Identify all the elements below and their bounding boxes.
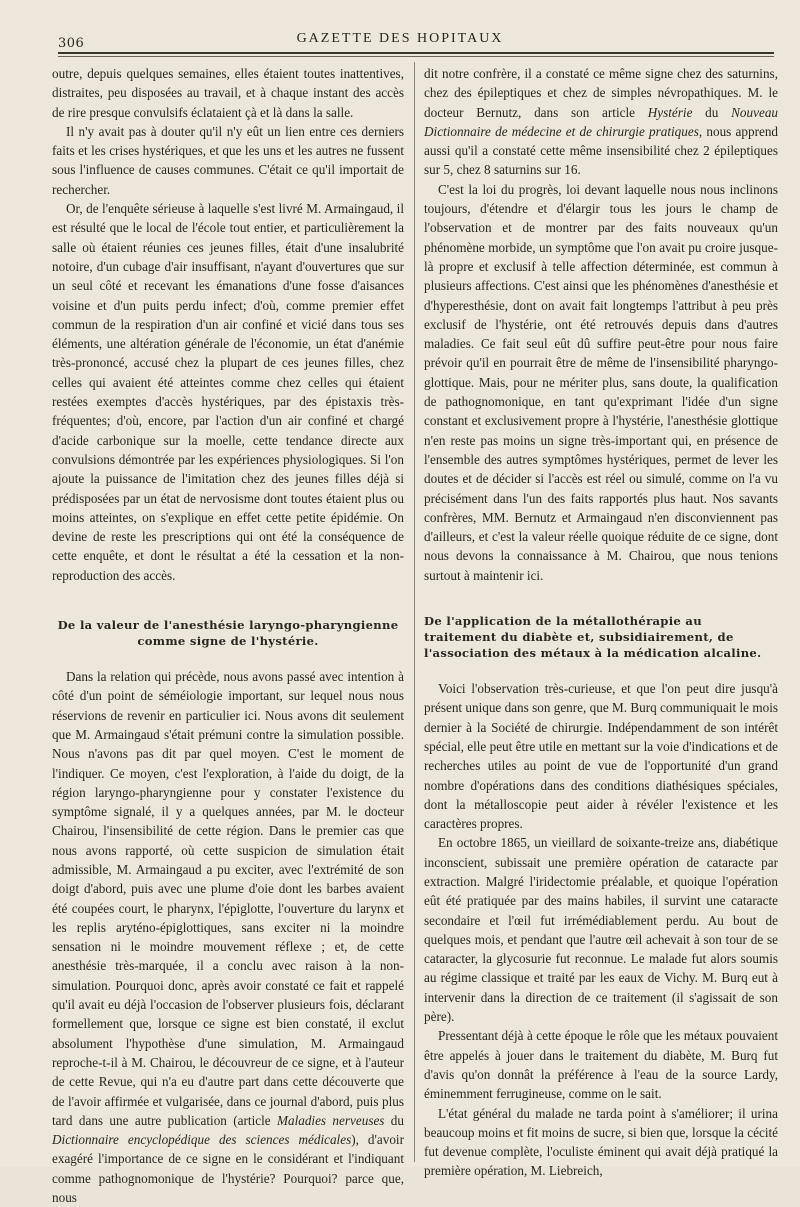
right-column	[424, 64, 778, 1181]
header-rule-thick	[58, 52, 774, 54]
right-paragraph-3: Voici l'observation très-curieuse, et que l'on peut dire jusqu'à présent unique dans son genre, que M. Burq communiquait le mois dernier à la Société de chirurgie. Indépendamment de son intérêt spécial, elle peut être utile en mettant sur la voie d'indications et de recherches utiles au point de vue de l'opportunité d'un grand nombre d'opérations dans des conditions diathésiques spéciales, dont la métalloscopie peut aider à révéler l'existence et les caractères propres.	[424, 681, 778, 832]
left-paragraph-4: Dans la relation qui précède, nous avons passé avec intention à côté d'un point de séméiologie important, sur lequel nous nous réservions de revenir en particulier ici. Nous avons dit seulement que M. Armaingaud s'était prémuni contre la simulation possible. Nous n'avons pas dit par quel moyen. C'est le moment de l'indiquer. Ce moyen, c'est l'exploration, à l'aide du doigt, de la région laryngo-pharyngienne pour y constater l'existence du symptôme signalé, il y a quelques années, par M. le docteur Chairou, l'insensibilité de cette région. Dans le premier cas que nous avons rapporté, où cette suspicion de simulation était admissible, M. Armaingaud a pu exciter, avec l'extrémité de son doigt d'abord, puis avec une plume d'oie dont les barbes avaient été coupées court, le pharynx, l'épiglotte, l'ouverture du larynx et les replis aryténo-épiglottiques, sans exciter ni la moindre sensation ni le moindre mouvement réflexe ; et, de cette anesthésie très-marquée, il a conclu avec raison à la non-simulation. Pourquoi donc, après avoir constaté ce fait et rappelé qu'il avait eu déjà l'occasion de l'observer plusieurs fois, déclarant formellement que, lorsque ce signe est bien constaté, il exclut absolument l'hypothèse d'une simulation, M. Armaingaud reproche-t-il à M. Chairou, le découvreur de ce signe, et à l'auteur de cette Revue, qui n'a eu d'autre part dans cette découverte que de l'avoir affirmée et vulgarisée, dans ce journal d'abord, puis plus tard dans une autre publication (article Maladies nerveuses du Dictionnaire encyclopédique des sciences médicales), d'avoir exagéré l'importance de ce signe en le considérant et l'indiquant comme pathognomonique de l'hystérie? Pourquoi? parce que, nous	[52, 669, 404, 1206]
left-column	[52, 64, 404, 1207]
page-header	[0, 0, 800, 56]
right-paragraph-4: En octobre 1865, un vieillard de soixante-treize ans, diabétique inconscient, subissait une première opération de cataracte par extraction. Malgré l'iridectomie préalable, et quoique l'opération eût été pratiquée par des mains habiles, il survint une cataracte secondaire et l'œil fut irrémédiablement perdu. Au bout de quelques mois, et pendant que l'autre œil achevait à son tour de se cataracter, la glycosurie fut reconnue. Le malade fut alors soumis au régime classique et traité par les eaux de Vichy. M. Burq eut à intervenir dans la direction de ce traitement (il s'agissait de son père).	[424, 835, 778, 1025]
running-title: GAZETTE DES HOPITAUX	[296, 31, 504, 46]
header-rule-thin	[58, 56, 774, 57]
section-title-metallotherapie: De l'application de la métallothérapie au traitement du diabète et, subsidiairement, de l'association des métaux à la médication alcaline.	[424, 614, 762, 661]
right-paragraph-2: C'est la loi du progrès, loi devant laquelle nous nous inclinons toujours, d'étendre et d'élargir tous les jours le champ de l'observation et de montrer par des faits nouveaux qu'un phénomène morbide, un symptôme que l'on avait pu croire jusque-là propre et exclusif à telle affection déterminée, est commun à plusieurs affections. C'est ainsi que les phénomènes d'anesthésie et d'hyperesthésie, dont on avait fait longtemps l'attribut à peu près exclusif de l'hystérie, ont été retrouvés depuis dans d'autres maladies. Ce fait seul eût dû suffire peut-être pour nous faire prévoir qu'il en pourrait être de même de l'insensibilité pharyngo-glottique. Mais, pour ne mériter plus, sans doute, la qualification de pathognomonique, en tant qu'exprimant l'idée d'un signe constant et exclusivement propre à l'hystérie, l'anesthésie glottique n'en reste pas moins un signe très-important qui, en présence de l'ensemble des autres symptômes hystériques, permet de lever les doutes et de décider si l'accès est réel ou simulé, comme on l'a vu précisément dans l'un des faits rapportés plus haut. Nos savants confrères, MM. Bernutz et Armaingaud n'en disconviennent pas d'ailleurs, et c'est la valeur réelle quoique réduite de ce signe, dont nous devons la connaissance à M. Chairou, que nous tenions surtout à maintenir ici.	[424, 181, 778, 583]
column-divider	[414, 62, 415, 1162]
page-number: 306	[58, 36, 85, 51]
right-paragraph-5: Pressentant déjà à cette époque le rôle que les métaux pouvaient être appelés à jouer dans le traitement du diabète, M. Burq fut d'avis qu'on donnât la préférence à l'eau de la source Lardy, éminemment ferrugineuse, comme on le sait.	[424, 1028, 778, 1102]
right-paragraph-6: L'état général du malade ne tarda point à s'améliorer; il urina beaucoup moins et fit moins de sucre, si bien que, lorsque la cécité fut devenue complète, l'oculiste éminent qui avait déjà pratiqué la première opération, M. Liebreich,	[424, 1105, 778, 1179]
section-title-anesthesie: De la valeur de l'anesthésie laryngo-pharyngienne comme signe de l'hystérie.	[57, 618, 399, 649]
left-paragraph-1: outre, depuis quelques semaines, elles étaient toutes inattentives, distraites, peu disposées au travail, et à chaque instant des accès de rire presque convulsifs éclataient çà et là dans la salle.	[52, 66, 404, 120]
left-paragraph-2: Il n'y avait pas à douter qu'il n'y eût un lien entre ces derniers faits et les crises hystériques, et que les uns et les autres ne fussent sous l'influence de causes communes. C'était ce qu'il importait de rechercher.	[52, 123, 404, 197]
left-paragraph-3: Or, de l'enquête sérieuse à laquelle s'est livré M. Armaingaud, il est résulté que le local de l'école tout entier, et particulièrement la salle où étaient réunies ces jeunes filles, était d'une insalubrité notoire, d'un cubage d'air insuffisant, n'ayant d'ouvertures que sur un seul côté et recevant les émanations d'une fosse d'aisances voisine et d'un puits perdu infect; d'où, comme premier effet commun de la respiration d'un air confiné et vicié dans tous ses éléments, une altération générale de l'économie, un état d'anémie très-prononcé, accusé chez la plupart de ces jeunes filles, chez celles qui avaient été atteintes comme chez celles qui étaient restées exemptes d'accès hystériques, par des épistaxis très-fréquentes; d'où, encore, par l'action d'un air confiné et chargé d'acide carbonique sur la moelle, cette tendance directe aux convulsions démontrée par les expériences physiologiques. Si l'on ajoute la puissance de l'imitation chez des jeunes filles déjà si prédisposées par un état de nervosisme dont toutes étaient plus ou moins atteintes, on s'explique en effet cette petite épidémie. On devine de reste les prescriptions qui ont été la conséquence de cette enquête, et dont le résultat a été la cessation et la non-reproduction des accès.	[52, 201, 404, 583]
right-paragraph-1: dit notre confrère, il a constaté ce même signe chez des saturnins, chez des épileptiques et chez de simples névropathiques. M. le docteur Bernutz, dans son article Hystérie du Nouveau Dictionnaire de médecine et de chirurgie pratiques, nous apprend aussi qu'il a constaté cette même insensibilité chez 2 épileptiques sur 5, chez 8 saturnins sur 16.	[424, 66, 779, 178]
